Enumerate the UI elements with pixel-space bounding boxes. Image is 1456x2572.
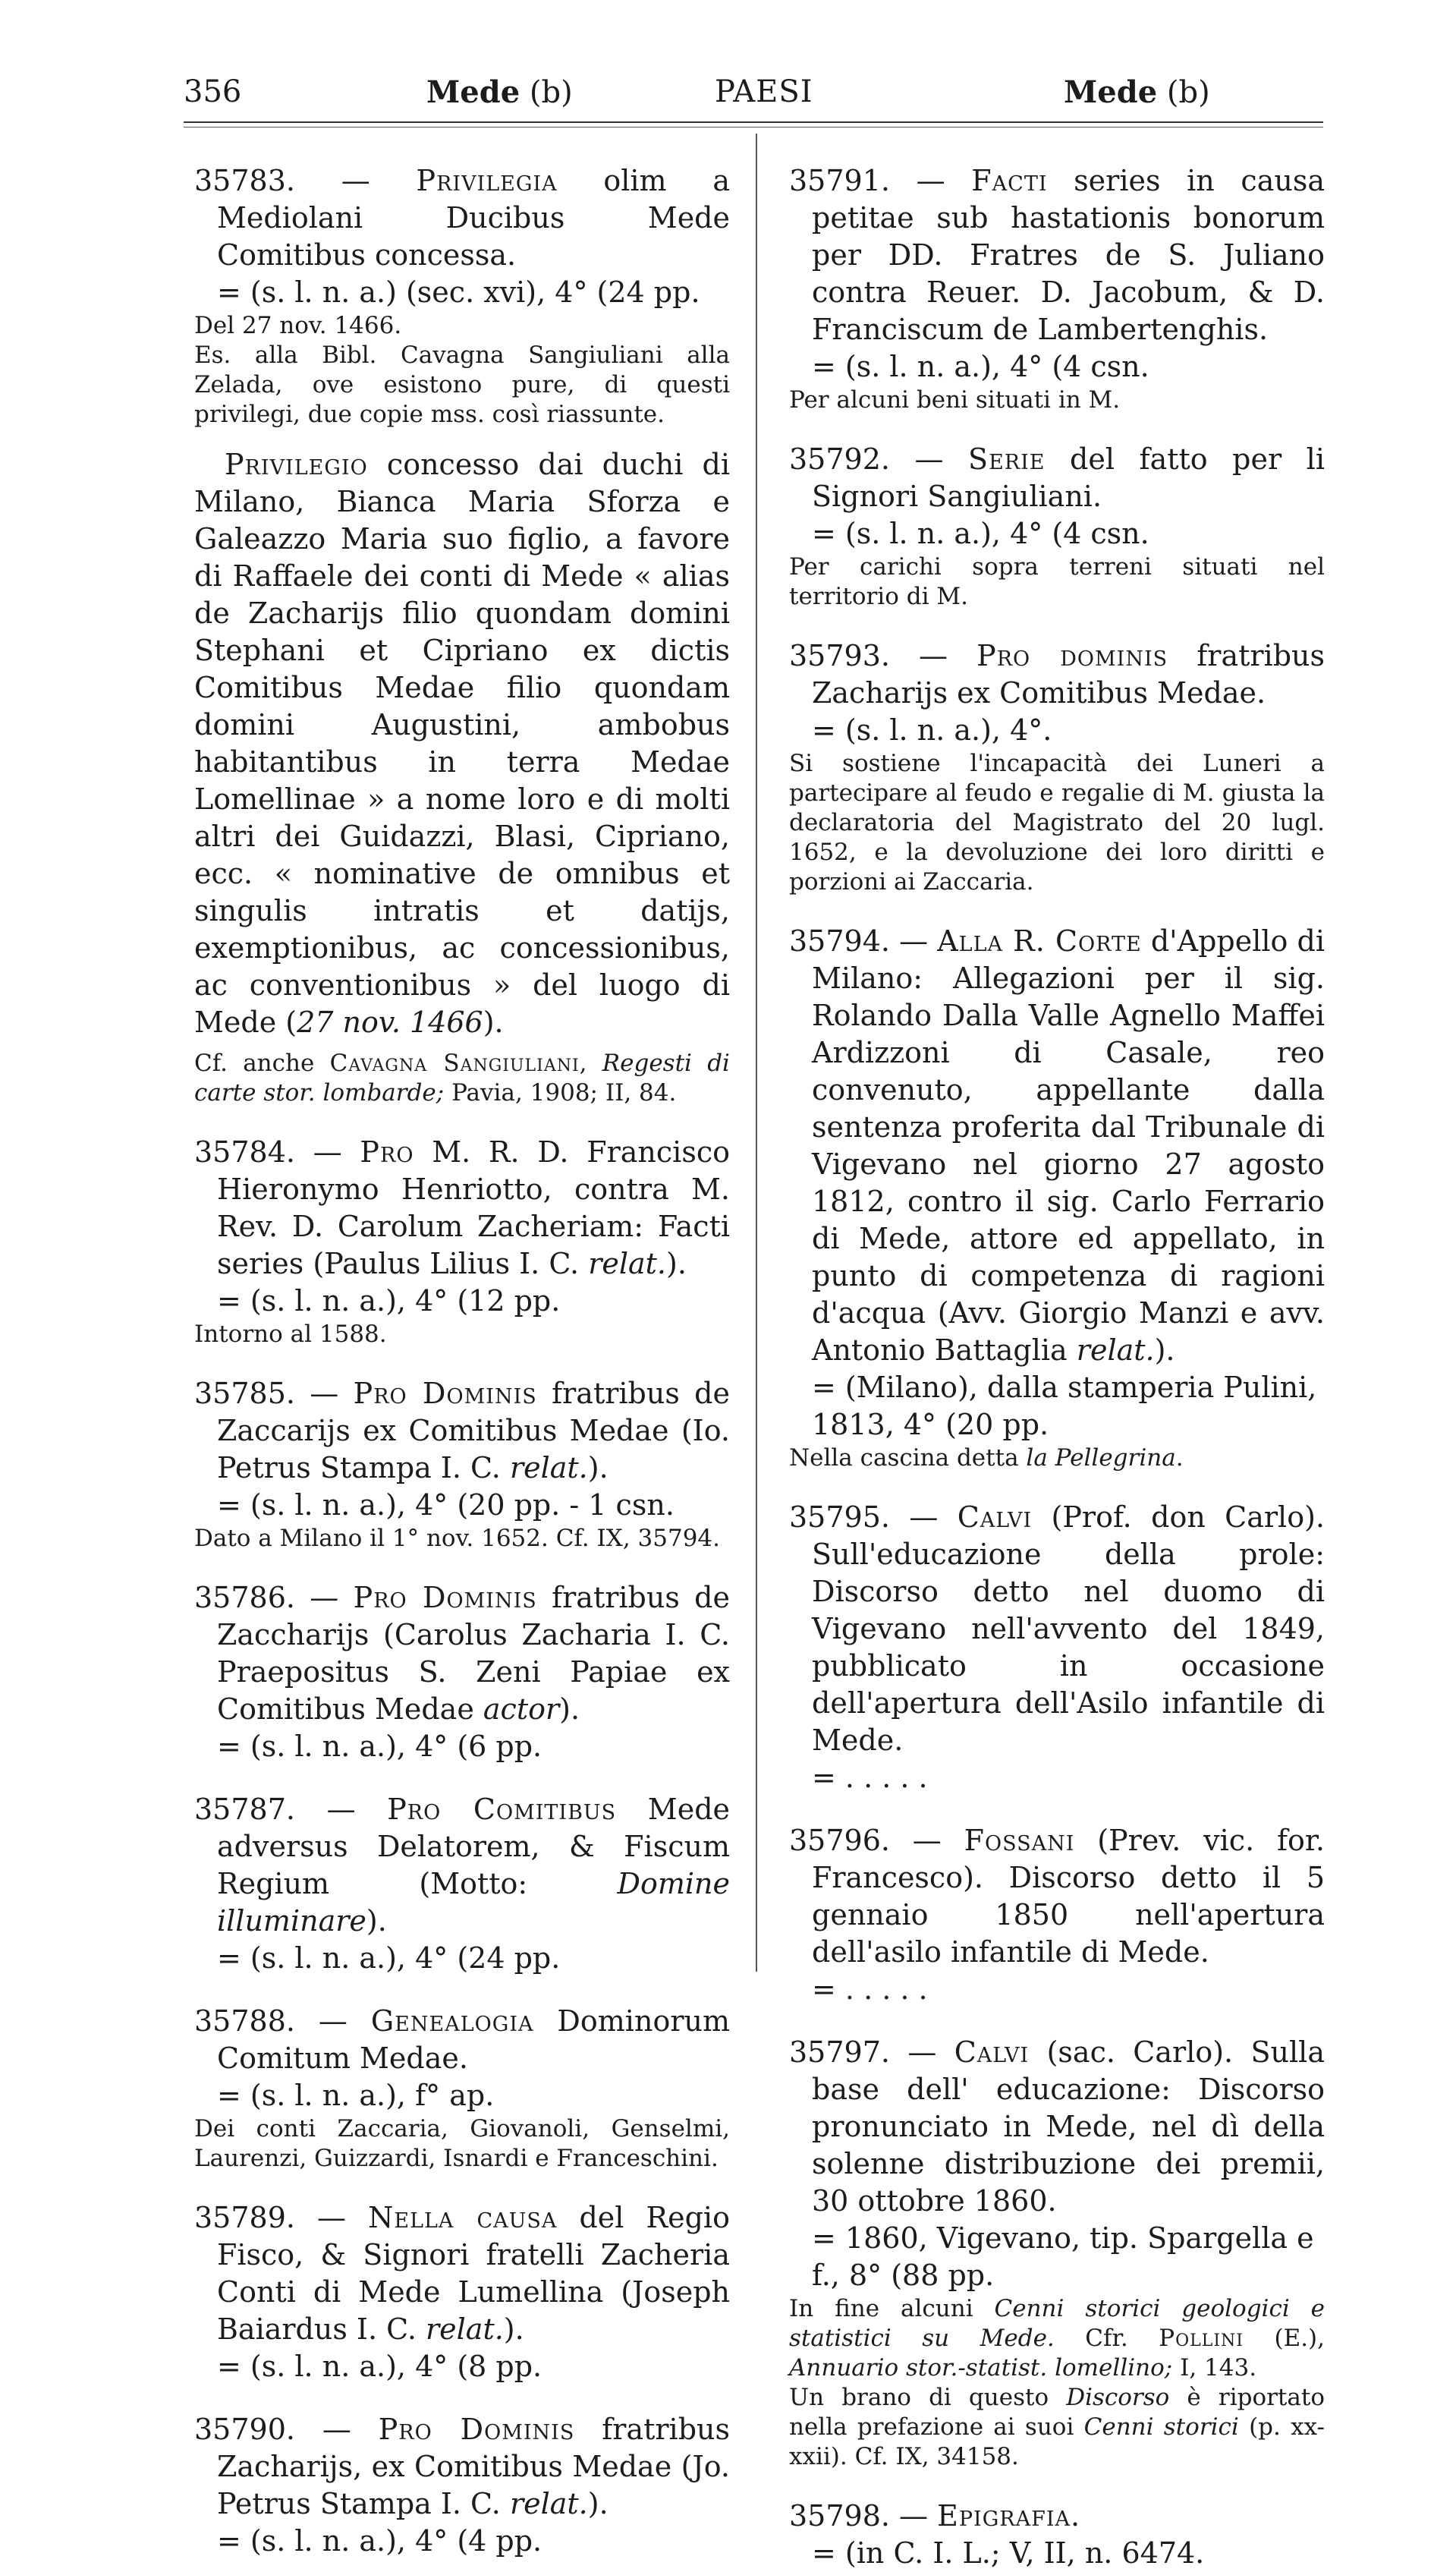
ref-prefix: Cf. anche (194, 1050, 330, 1077)
note-place: la Pellegrina (1026, 1444, 1176, 1472)
left-column (194, 162, 731, 2558)
entry-35792 (789, 441, 1325, 612)
entry-close: ). (587, 1451, 609, 1484)
entry-heading (789, 1499, 1325, 1759)
entry-motto: Domine illuminare (217, 1867, 730, 1938)
entry-keyword: Pro Dominis (353, 1581, 537, 1614)
entry-role: relat. (1076, 1333, 1155, 1367)
entry-imprint: = (s. l. n. a.), 4° (6 pp. (217, 1730, 542, 1763)
entry-close: ). (587, 2487, 609, 2520)
entry-number: 35789. (194, 2201, 295, 2234)
entry-dash: — (889, 2035, 954, 2069)
note-prefix: Un brano di questo (789, 2384, 1067, 2411)
entry-role: relat. (588, 1247, 667, 1280)
note-suffix: (p. xx-xxii). Cf. IX, 34158. (789, 2413, 1325, 2470)
entry-title: (Prof. don Carlo). Sull'educazione della prole: Discorso detto nel duomo di Vigevano nell'avvento del 1849, pubblicato in occasione dell'apertura dell'Asilo infantile di Mede. (812, 1500, 1325, 1757)
entry-dash: — (889, 442, 969, 476)
entry-title: M. R. D. Francisco Hieronymo Henriotto, contra M. Rev. D. Carolum Zacheriam: Facti series (Paulus Lilius I. C. (217, 1135, 730, 1280)
entry-keyword: Serie (968, 442, 1046, 476)
summary-text: concesso dai duchi di Milano, Bianca Maria Sforza e Galeazzo Maria suo figlio, a favore di Raffaele dei conti di Mede « alias de Zacharijs filio quondam domini Stephani et Cipriano ex dictis Comitibus Medae filio quondam domini Augustini, ambobus habitantibus in terra Medae Lomellinae » a nome loro e di molti altri dei Guidazzi, Blasi, Cipriano, ecc. « nominative de omnibus et singulis intratis et datijs, exemptionibus, ac concessionibus, ac conventionibus » del luogo di Mede ( (194, 448, 730, 1039)
entry-role: relat. (425, 2312, 504, 2346)
note-mid: è riportato nella prefazione ai suoi (789, 2384, 1325, 2441)
entry-heading (789, 441, 1325, 515)
entry-number: 35788. (194, 2004, 295, 2038)
entry-close: ). (666, 1247, 687, 1280)
entry-imprint: = (s. l. n. a.), 4° (20 pp. - 1 csn. (217, 1488, 675, 1522)
ref-title: Regesti di carte stor. lombarde; (194, 1050, 730, 1107)
running-head (184, 74, 1323, 112)
ref-suffix: Pavia, 1908; II, 84. (444, 1079, 677, 1107)
ref-sep: , (579, 1050, 602, 1077)
entry-number: 35797. (789, 2035, 890, 2069)
entry-reference (194, 1049, 730, 1108)
entry-title: series in causa petitae sub hastationis bonorum per DD. Fratres de S. Juliano contra Reuer. D. Jacobum, & D. Franciscum de Lambertenghis. (812, 164, 1325, 346)
entry-note (789, 2383, 1325, 2472)
note-title2: Annuario stor.-statist. lomellino; (789, 2354, 1173, 2382)
entry-imprint: = (s. l. n. a.), 4°. (812, 713, 1052, 747)
entry-35795 (789, 1499, 1325, 1796)
entry-35786 (194, 1579, 730, 1765)
entry-close: ). (366, 1904, 387, 1938)
entry-number: 35785. (194, 1377, 295, 1410)
entry-dash: — (889, 1500, 958, 1534)
entry-role: relat. (509, 2487, 588, 2520)
entry-note: Del 27 nov. 1466. (194, 312, 402, 339)
entry-dash: — (294, 1377, 354, 1410)
entry-imprint: = (Milano), dalla stamperia Pulini, 1813, 4° (20 pp. (812, 1371, 1317, 1441)
entry-heading (194, 2411, 730, 2523)
header-rule (184, 121, 1323, 123)
entry-dash: — (294, 1581, 354, 1614)
entry-title: Dominorum Comitum Medae. (217, 2004, 730, 2075)
entry-35798 (789, 2498, 1325, 2572)
running-head-left (426, 74, 573, 110)
summary-date: 27 nov. 1466 (297, 1006, 483, 1039)
entry-heading (789, 2034, 1325, 2220)
entry-dash: — (294, 164, 417, 197)
entry-heading (789, 1822, 1325, 1971)
entry-title: . (1071, 2499, 1080, 2533)
entry-dash: — (889, 639, 977, 672)
entry-35797 (789, 2034, 1325, 2472)
entry-heading (194, 1791, 730, 1940)
entry-close: ). (1154, 1333, 1175, 1367)
entry-number: 35793. (789, 639, 890, 672)
entry-imprint: = (s. l. n. a.), f° ap. (217, 2079, 495, 2112)
entry-keyword: Calvi (957, 1500, 1033, 1534)
entry-heading (194, 2003, 730, 2077)
entry-keyword: Pro Dominis (378, 2413, 575, 2446)
note-mid: Cfr. (1054, 2325, 1159, 2352)
entry-dash: — (294, 1135, 360, 1169)
entry-imprint: = (s. l. n. a.) (sec. xvi), 4° (24 pp. (217, 275, 700, 309)
entry-keyword: Epigrafia (937, 2499, 1071, 2533)
running-head-left-suffix: (b) (529, 75, 573, 110)
summary-end: ). (483, 1006, 504, 1039)
entry-number: 35784. (194, 1135, 295, 1169)
entry-title: d'Appello di Milano: Allegazioni per il sig. Rolando Dalla Valle Agnello Maffei Ardizzoni di Casale, reo convenuto, appellante dalla sentenza proferita dal Tribunale di Vigevano nel giorno 27 agosto 1812, contro il sig. Carlo Ferrario di Mede, attore ed appellato, in punto di competenza di ragioni d'acqua (Avv. Giorgio Manzi e avv. Antonio Battaglia (812, 924, 1325, 1367)
entry-role: relat. (509, 1451, 588, 1484)
entry-title: fratribus Zacharijs, ex Comitibus Medae (Jo. Petrus Stampa I. C. (217, 2413, 730, 2520)
entry-note: Es. alla Bibl. Cavagna Sangiuliani alla Zelada, ove esistono pure, di questi privilegi, due copie mss. così riassunte. (194, 342, 730, 428)
entry-note: Si sostiene l'incapacità dei Luneri a partecipare al feudo e regalie di M. giusta la declaratoria del Magistrato del 20 lugl. 1652, e la devoluzione dei loro diritti e porzioni ai Zaccaria. (789, 750, 1325, 896)
entry-note (789, 2294, 1325, 2383)
entry-keyword: Pro Dominis (353, 1377, 537, 1410)
entry-number: 35790. (194, 2413, 295, 2446)
entry-note: Dato a Milano il 1° nov. 1652. Cf. IX, 35794. (194, 1525, 721, 1552)
entry-dash: — (294, 2004, 371, 2038)
entry-dash: — (889, 924, 938, 958)
entry-heading (194, 1375, 730, 1487)
entry-note: Intorno al 1588. (194, 1321, 387, 1348)
entry-imprint: = . . . . . (812, 1761, 928, 1794)
entry-imprint: = (in C. I. L.; V, II, n. 6474. (812, 2536, 1205, 2570)
entry-title: del fatto per li Signori Sangiuliani. (812, 442, 1325, 513)
entry-dash: — (889, 1824, 964, 1857)
entry-note: Per carichi sopra terreni situati nel territorio di M. (789, 553, 1325, 610)
entry-keyword: Facti (971, 164, 1048, 197)
note-suffix: I, 143. (1172, 2354, 1257, 2382)
running-head-right-title: Mede (1064, 74, 1158, 110)
entry-number: 35791. (789, 164, 890, 197)
entry-imprint: = (s. l. n. a.), 4° (4 csn. (812, 350, 1149, 383)
entry-35791 (789, 162, 1325, 415)
entry-title: (sac. Carlo). Sulla base dell' educazione: Discorso pronunciato in Mede, nel dì della solenne distribuzione dei premii, 30 ottobre 1860. (812, 2035, 1325, 2218)
entry-number: 35783. (194, 164, 295, 197)
note-author: Pollini (1159, 2325, 1244, 2352)
entry-35784 (194, 1134, 730, 1349)
note-prefix: In fine alcuni (789, 2295, 995, 2322)
entry-keyword: Pro (360, 1135, 414, 1169)
note-title: Cenni storici geologici e statistici su Mede. (789, 2295, 1325, 2352)
entry-35796 (789, 1822, 1325, 2008)
entry-summary (194, 446, 730, 1041)
entry-heading (194, 1134, 730, 1283)
right-column (789, 162, 1325, 2570)
entry-35788 (194, 2003, 730, 2174)
entry-close: ). (559, 1692, 580, 1726)
entry-35787 (194, 1791, 730, 1977)
entry-title: (Prev. vic. for. Francesco). Discorso detto il 5 gennaio 1850 nell'apertura dell'asilo infantile di Mede. (812, 1824, 1325, 1969)
entry-35790 (194, 2411, 730, 2560)
entry-dash: — (889, 2499, 938, 2533)
entry-number: 35796. (789, 1824, 890, 1857)
entry-imprint: = (s. l. n. a.), 4° (4 csn. (812, 517, 1149, 550)
entry-keyword: Calvi (954, 2035, 1030, 2069)
entry-title: fratribus de Zaccharijs (Carolus Zacharia I. C. Praepositus S. Zeni Papiae ex Comitibus Medae (217, 1581, 730, 1726)
entry-number: 35795. (789, 1500, 890, 1534)
entry-number: 35792. (789, 442, 890, 476)
entry-heading (194, 2199, 730, 2348)
entry-dash: — (294, 1793, 388, 1826)
entry-keyword: Privilegia (416, 164, 558, 197)
entry-role: actor (483, 1692, 560, 1726)
note-title: Discorso (1066, 2384, 1170, 2411)
page-number: 356 (184, 74, 242, 109)
summary-keyword: Privilegio (225, 448, 368, 481)
entry-title: fratribus Zacharijs ex Comitibus Medae. (812, 639, 1325, 710)
entry-imprint: = (s. l. n. a.), 4° (8 pp. (217, 2350, 542, 2383)
entry-heading (789, 2498, 1325, 2535)
entry-35785 (194, 1375, 730, 1554)
entry-35783 (194, 162, 730, 1108)
running-head-right-suffix: (b) (1166, 75, 1210, 110)
entry-number: 35786. (194, 1581, 295, 1614)
entry-keyword: Pro dominis (976, 639, 1168, 672)
note-prefix: Nella cascina detta (789, 1444, 1027, 1472)
running-head-center: PAESI (715, 74, 813, 109)
entry-dash: — (294, 2413, 379, 2446)
entry-note: Per alcuni beni situati in M. (789, 386, 1121, 414)
entry-dash: — (294, 2201, 369, 2234)
entry-heading (194, 1579, 730, 1728)
entry-heading (194, 162, 730, 274)
note-title2: Cenni storici (1083, 2413, 1239, 2441)
entry-35794 (789, 923, 1325, 1473)
entry-number: 35794. (789, 924, 890, 958)
note-suffix: . (1175, 1444, 1184, 1472)
column-divider (756, 134, 757, 1972)
entry-keyword: Nella causa (368, 2201, 558, 2234)
entry-title: del Regio Fisco, & Signori fratelli Zacheria Conti di Mede Lumellina (Joseph Baiardus I. C. (217, 2201, 730, 2346)
entry-title: olim a Mediolani Ducibus Mede Comitibus concessa. (217, 164, 730, 272)
note-mid2: (E.), (1243, 2325, 1325, 2352)
entry-note (789, 1443, 1325, 1473)
entry-number: 35798. (789, 2499, 890, 2533)
entry-heading (789, 637, 1325, 712)
entry-title: Mede adversus Delatorem, & Fiscum Regium (Motto: (217, 1793, 731, 1900)
entry-keyword: Fossani (964, 1824, 1075, 1857)
entry-keyword: Pro Comitibus (387, 1793, 617, 1826)
entry-35789 (194, 2199, 730, 2385)
ref-author: Cavagna Sangiuliani (329, 1050, 580, 1077)
entry-35793 (789, 637, 1325, 897)
running-head-right (1064, 74, 1210, 110)
entry-keyword: Alla R. Corte (937, 924, 1142, 958)
entry-heading (789, 162, 1325, 348)
entry-imprint: = 1860, Vigevano, tip. Spargella e f., 8° (88 pp. (812, 2221, 1314, 2292)
entry-heading (789, 923, 1325, 1369)
entry-dash: — (889, 164, 972, 197)
entry-imprint: = (s. l. n. a.), 4° (24 pp. (217, 1941, 561, 1975)
entry-close: ). (503, 2312, 524, 2346)
running-head-left-title: Mede (426, 74, 520, 110)
entry-imprint: = (s. l. n. a.), 4° (12 pp. (217, 1284, 561, 1317)
entry-note: Dei conti Zaccaria, Giovanoli, Genselmi, Laurenzi, Guizzardi, Isnardi e Franceschini. (194, 2115, 730, 2172)
entry-imprint: = . . . . . (812, 1972, 928, 2006)
entry-number: 35787. (194, 1793, 295, 1826)
entry-imprint: = (s. l. n. a.), 4° (4 pp. (217, 2524, 542, 2558)
entry-keyword: Genealogia (370, 2004, 534, 2038)
entry-title: fratribus de Zaccarijs ex Comitibus Medae (Io. Petrus Stampa I. C. (217, 1377, 730, 1484)
